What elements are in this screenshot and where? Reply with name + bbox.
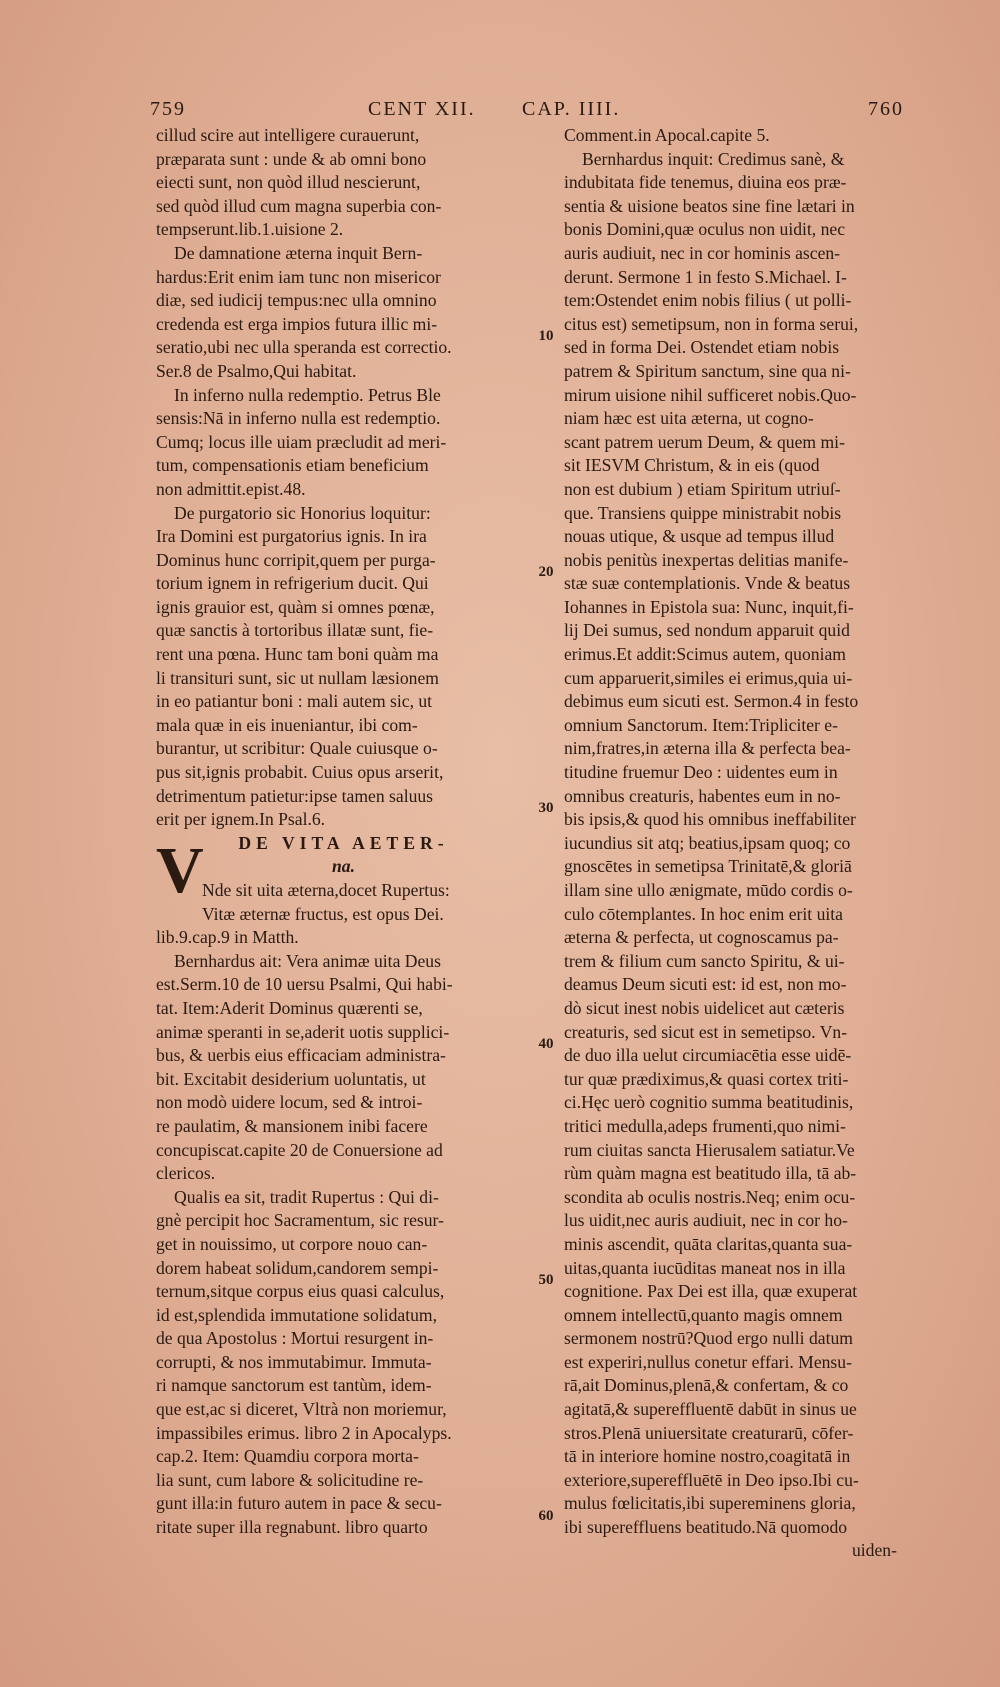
line-number-30: 30	[538, 800, 554, 816]
text-line: titudine fruemur Deo : uidentes eum in	[564, 762, 838, 783]
text-line: lus uidit,nec auris audiuit, nec in cor ho-	[564, 1210, 848, 1231]
text-line: ibi supereffluens beatitudo.Nā quomodo	[564, 1517, 848, 1538]
text-line: stros.Plenā uniuersitate creaturarū, cōfer-	[564, 1422, 854, 1443]
text-line: rùm quàm magna est beatitudo illa, tā ab-	[564, 1163, 857, 1184]
text-line: bit. Excitabit desiderium uoluntatis, ut	[156, 1068, 426, 1089]
text-line: gnè percipit hoc Sacramentum, sic resur-	[156, 1210, 444, 1231]
text-line: De purgatorio sic Honorius loquitur:	[174, 502, 431, 523]
text-line: quæ sanctis à tortoribus illatæ sunt, fie-	[156, 620, 434, 641]
text-line: eiecti sunt, non quòd illud nescierunt,	[156, 172, 421, 193]
text-line: trem & filium cum sancto Spiritu, & ui-	[564, 950, 845, 971]
text-line: cum apparuerit,similes ei erimus,quia ui-	[564, 667, 853, 688]
text-line: sensis:Nā in inferno nulla est redemptio.	[156, 408, 441, 429]
text-line: deamus Deum sicuti est: id est, non mo-	[564, 974, 847, 995]
text-line: est experiri,nullus conetur effari. Mensu-	[564, 1351, 852, 1372]
text-line: stæ suæ contemplationis. Vnde & beatus	[564, 573, 851, 594]
text-line: clericos.	[156, 1163, 216, 1184]
text-line: indubitata fide tenemus, diuina eos præ-	[564, 172, 847, 193]
text-line: exteriore,supereffluētē in Deo ipso.Ibi cu-	[564, 1469, 859, 1490]
text-line: est.Serm.10 de 10 uersu Psalmi, Qui habi-	[156, 974, 453, 995]
text-line: culo cōtemplantes. In hoc enim erit uita	[564, 903, 843, 924]
text-line: omnibus creaturis, habentes eum in no-	[564, 785, 841, 806]
text-line: impassibiles erimus. libro 2 in Apocalyps.	[156, 1422, 452, 1443]
text-line: patrem & Spiritum sanctum, sine qua ni-	[564, 360, 851, 381]
text-line: scant patrem uerum Deum, & quem mi-	[564, 431, 845, 452]
text-line: non est dubium ) etiam Spiritum utriuſ-	[564, 478, 841, 499]
text-line: concupiscat.capite 20 de Conuersione ad	[156, 1139, 443, 1160]
text-line: non modò uidere locum, sed & introi-	[156, 1092, 423, 1113]
text-line: tritici medulla,adeps frumenti,quo nimi-	[564, 1115, 846, 1136]
text-line: Bernhardus inquit: Credimus sanè, &	[582, 148, 845, 169]
text-line: detrimentum patietur:ipse tamen saluus	[156, 785, 434, 806]
text-line: tempserunt.lib.1.uisione 2.	[156, 219, 344, 240]
left-text-column	[156, 124, 531, 1540]
running-title-right: CAP. IIII.	[522, 98, 621, 120]
text-line: nobis penitùs inexpertas delitias manife-	[564, 549, 849, 570]
text-line: gnoscētes in semetipsa Trinitatē,& gloriā	[564, 856, 852, 877]
running-header	[150, 98, 910, 126]
text-line: mirum uisione nihil sufficeret nobis.Quo-	[564, 384, 857, 405]
text-line: ri namque sanctorum est tantùm, idem-	[156, 1375, 432, 1396]
text-line: uitas,quanta iucūditas maneat nos in illa	[564, 1257, 846, 1278]
line-number-20: 20	[538, 564, 554, 580]
text-line: li transituri sunt, sic ut nullam læsionem	[156, 667, 439, 688]
text-line: tat. Item:Aderit Dominus quærenti se,	[156, 997, 423, 1018]
text-line: Qualis ea sit, tradit Rupertus : Qui di-	[174, 1186, 439, 1207]
text-line: minis ascendit, quāta claritas,quanta sua-	[564, 1233, 853, 1254]
text-line: tem:Ostendet enim nobis filius ( ut polli-	[564, 290, 852, 311]
text-line: cognitione. Pax Dei est illa, quæ exuperat	[564, 1281, 858, 1302]
text-line: credenda est erga impios futura illic mi-	[156, 313, 438, 334]
text-line: que. Transiens quippe ministrabit nobis	[564, 502, 842, 523]
text-line: lib.9.cap.9 in Matth.	[156, 927, 299, 948]
text-line: cillud scire aut intelligere curauerunt,	[156, 125, 420, 145]
line-number-40: 40	[538, 1036, 554, 1052]
text-line: ci.Hęc uerò cognitio summa beatitudinis,	[564, 1092, 854, 1113]
text-line: na.	[332, 856, 355, 877]
dropcap: V	[156, 834, 204, 907]
text-line: nouas utique, & usque ad tempus illud	[564, 526, 835, 547]
text-line: mala quæ in eis inueniantur, ibi com-	[156, 714, 418, 735]
text-line: dò sicut inest nobis uidelicet aut cæteris	[564, 997, 845, 1018]
text-line: mulus fœlicitatis,ibi supereminens gloria,	[564, 1493, 856, 1514]
text-line: Ser.8 de Psalmo,Qui habitat.	[156, 360, 357, 381]
text-line: dorem habeat solidum,candorem sempi-	[156, 1257, 439, 1278]
text-line: hardus:Erit enim iam tunc non misericor	[156, 266, 441, 287]
text-line: agitatā,& supereffluentē dabūt in sinus ue	[564, 1399, 857, 1420]
text-line: Comment.in Apocal.capite 5.	[564, 125, 770, 145]
text-line: sed quòd illud cum magna superbia con-	[156, 195, 442, 216]
text-line: Bernhardus ait: Vera animæ uita Deus	[174, 950, 441, 971]
line-number-50: 50	[538, 1272, 554, 1288]
page-number-right: 760	[868, 98, 904, 120]
line-number-10: 10	[538, 328, 554, 344]
text-line: scondita ab oculis nostris.Neq; enim ocu-	[564, 1186, 856, 1207]
text-line: diæ, sed iudicij tempus:nec ulla omnino	[156, 290, 437, 311]
text-line: illam sine ullo ænigmate, mūdo cordis o-	[564, 880, 853, 900]
text-line: bus, & uerbis eius efficaciam administra-	[156, 1045, 446, 1066]
text-line: Nde sit uita æterna,docet Rupertus:	[202, 880, 450, 900]
text-line: lia sunt, cum labore & solicitudine re-	[156, 1469, 424, 1490]
text-line: re paulatim, & mansionem inibi facere	[156, 1115, 428, 1136]
text-line: ritate super illa regnabunt. libro quarto	[156, 1517, 428, 1538]
text-line: burantur, ut scribitur: Quale cuiusque o-	[156, 738, 438, 759]
text-line: de duo illa uelut circumiacētia esse uidē-	[564, 1045, 852, 1066]
text-line: sit IESVM Christum, & in eis (quod	[564, 455, 820, 476]
text-line: Vitæ æternæ fructus, est opus Dei.	[202, 903, 444, 924]
text-line: id est,splendida immutatione solidatum,	[156, 1304, 437, 1325]
text-line: De damnatione æterna inquit Bern-	[174, 242, 423, 263]
page-number-left: 759	[150, 98, 186, 120]
running-title-left: CENT XII.	[368, 98, 476, 120]
text-line: que est,ac si diceret, Vltrà non moriemur,	[156, 1399, 447, 1420]
text-line: In inferno nulla redemptio. Petrus Ble	[174, 384, 441, 405]
text-line: ignis grauior est, quàm si omnes pœnæ,	[156, 596, 435, 617]
text-line: DE VITA AETER-	[238, 832, 449, 853]
text-line: torium ignem in refrigerium ducit. Qui	[156, 573, 429, 594]
text-line: sed in forma Dei. Ostendet etiam nobis	[564, 337, 840, 358]
text-line: citus est) semetipsum, non in forma serui,	[564, 313, 859, 334]
text-line: Cumq; locus ille uiam præcludit ad meri-	[156, 431, 447, 452]
text-line: pus sit,ignis probabit. Cuius opus arserit,	[156, 762, 444, 783]
text-line: non admittit.epist.48.	[156, 478, 306, 499]
text-line: sermonem nostrū?Quod ergo nulli datum	[564, 1328, 853, 1349]
catchword: uiden-	[852, 1540, 897, 1560]
text-line: get in nouissimo, ut corpore nouo can-	[156, 1233, 428, 1254]
text-line: de qua Apostolus : Mortui resurgent in-	[156, 1328, 434, 1349]
text-line: tur quæ prædiximus,& quasi cortex triti-	[564, 1068, 849, 1089]
text-line: præparata sunt : unde & ab omni bono	[156, 148, 427, 169]
right-text-column	[564, 124, 939, 1540]
text-line: rent una pœna. Hunc tam boni quàm ma	[156, 644, 439, 665]
text-line: Ira Domini est purgatorius ignis. In ira	[156, 526, 427, 547]
text-line: lij Dei sumus, sed nondum apparuit quid	[564, 620, 850, 641]
text-line: tum, compensationis etiam beneficium	[156, 455, 429, 476]
text-line: debimus eum sicuti est. Sermon.4 in festo	[564, 691, 859, 712]
text-line: in eo patiantur boni : mali autem sic, ut	[156, 691, 433, 712]
text-line: rā,ait Dominus,plenā,& confertam, & co	[564, 1375, 849, 1396]
text-line: bis ipsis,& quod his omnibus ineffabiliter	[564, 809, 856, 830]
text-line: seratio,ubi nec ulla speranda est correctio.	[156, 337, 452, 358]
text-line: auris audiuit, nec in cor hominis ascen-	[564, 242, 841, 263]
text-line: gunt illa:in futuro autem in pace & secu-	[156, 1493, 442, 1514]
line-number-60: 60	[538, 1508, 554, 1524]
text-line: ternum,sitque corpus eius quasi calculus,	[156, 1281, 445, 1302]
text-line: corrupti, & nos immutabimur. Immuta-	[156, 1351, 432, 1372]
text-line: iucundius sit atq; beatius,ipsam quoq; co	[564, 832, 851, 853]
text-line: cap.2. Item: Quamdiu corpora morta-	[156, 1446, 419, 1467]
text-line: animæ speranti in se,aderit uotis supplici-	[156, 1021, 450, 1042]
text-line: erimus.Et addit:Scimus autem, quoniam	[564, 644, 846, 665]
text-line: bonis Domini,quæ oculus non uidit, nec	[564, 219, 846, 240]
text-line: erit per ignem.In Psal.6.	[156, 809, 326, 830]
text-line: omnium Sanctorum. Item:Tripliciter e-	[564, 714, 838, 735]
text-line: rum ciuitas sancta Hierusalem satiatur.Ve	[564, 1139, 855, 1160]
text-line: æterna & perfecta, ut cognoscamus pa-	[564, 927, 839, 948]
text-line: tā in interiore homine nostro,coagitatā in	[564, 1446, 851, 1467]
text-line: nim,fratres,in æterna illa & perfecta bea-	[564, 738, 851, 759]
text-line: omnem intellectū,quanto magis omnem	[564, 1304, 843, 1325]
text-line: derunt. Sermone 1 in festo S.Michael. I-	[564, 266, 847, 287]
text-line: Iohannes in Epistola sua: Nunc, inquit,fi-	[564, 596, 854, 617]
text-line: creaturis, sed sicut est in semetipso. Vn-	[564, 1021, 848, 1042]
text-line: sentia & uisione beatos sine fine lætari in	[564, 195, 855, 216]
text-line: niam hæc est uita æterna, ut cogno-	[564, 408, 814, 429]
text-line: Dominus hunc corripit,quem per purga-	[156, 549, 436, 570]
